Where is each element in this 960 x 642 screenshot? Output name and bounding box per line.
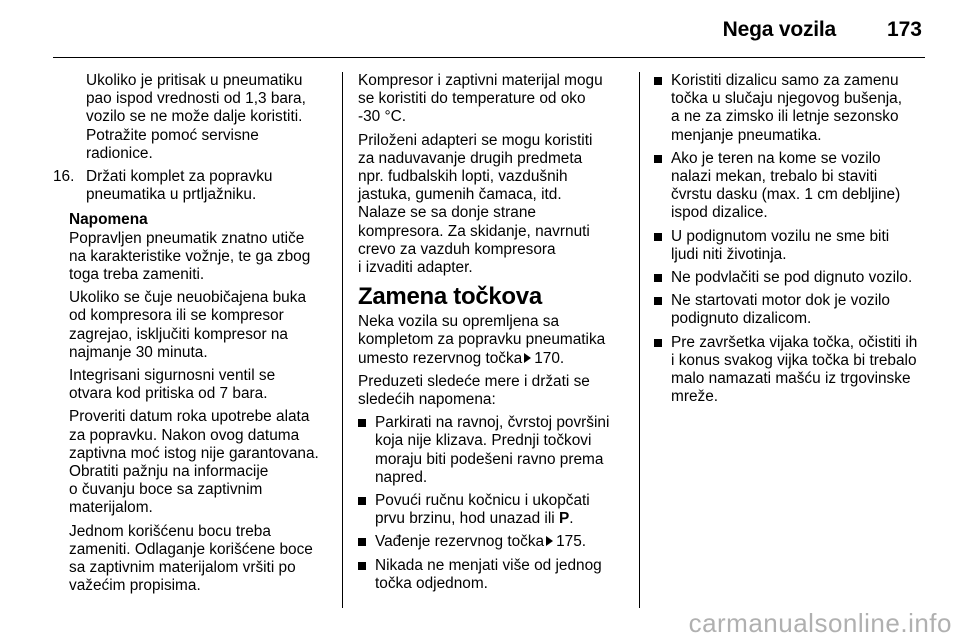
text-line: moraju biti podešeni ravno prema <box>375 450 604 468</box>
intro-paragraph <box>53 72 327 163</box>
list-item <box>654 150 926 223</box>
text-line: čvrstu dasku (max. 1 cm debljine) <box>671 186 901 204</box>
square-bullet-icon <box>358 497 366 505</box>
text-line: sledećih napomena: <box>358 391 496 409</box>
list-item <box>654 72 926 145</box>
text-line: Obratiti pažnju na informacije <box>69 463 269 481</box>
text-line: kompletom za popravku pneumatika <box>358 331 606 349</box>
text-line: nalazi mekan, trebalo bi staviti <box>671 168 878 186</box>
square-bullet-icon <box>358 562 366 570</box>
text-line: a ne za zimsko ili letnje sezonsko <box>671 108 899 126</box>
column-1 <box>53 72 327 600</box>
text-line: npr. fudbalskih lopti, vazdušnih <box>358 168 568 186</box>
page-number: 173 <box>886 18 922 41</box>
text-line: Ne podvlačiti se pod dignuto vozilo. <box>671 269 913 287</box>
paragraph-bottle-disposal <box>69 523 327 596</box>
page-reference[interactable]: 175. <box>556 533 587 551</box>
text-line: -30 °C. <box>358 108 407 126</box>
text-line: Popravljen pneumatik znatno utiče <box>69 229 305 247</box>
text-line: zaptivna moć istog nije garantovana. <box>69 444 319 462</box>
list-item <box>358 557 628 593</box>
note-paragraph <box>69 230 327 285</box>
text-line: Priloženi adapteri se mogu koristiti <box>358 131 593 149</box>
section-title: Zamena točkova <box>358 283 542 311</box>
paragraph-compressor-noise <box>69 289 327 362</box>
step-16 <box>53 168 327 204</box>
text-line: ljudi niti životinja. <box>671 245 787 263</box>
text-line: Ako je teren na kome se vozilo <box>671 149 881 167</box>
list-item <box>358 533 628 551</box>
text-line: vozilo se ne može dalje koristiti. <box>86 108 303 126</box>
note-title: Napomena <box>69 211 148 229</box>
text-line: prvu brzinu, hod unazad ili <box>375 510 555 528</box>
square-bullet-icon <box>358 538 366 546</box>
header-divider <box>53 57 925 58</box>
paragraph-temperature <box>358 72 628 127</box>
text-line: malo namazati mašću iz trgovinske <box>671 370 911 388</box>
square-bullet-icon <box>358 419 366 427</box>
list-item <box>654 334 926 407</box>
column-divider-1 <box>342 72 343 608</box>
text-line: mreže. <box>671 388 719 406</box>
text-line: umesto rezervnog točka <box>358 349 523 367</box>
text-line: o čuvanju boce sa zaptivnim <box>69 481 263 499</box>
square-bullet-icon <box>654 233 662 241</box>
text-line: Jednom korišćenu bocu treba <box>69 522 271 540</box>
text-line: Povući ručnu kočnicu i ukopčati <box>375 492 590 510</box>
list-item <box>654 269 926 287</box>
text-line: Potražite pomoć servisne <box>86 126 259 144</box>
text-line: Nikada ne menjati više od jednog <box>375 556 602 574</box>
text-line: U podignutom vozilu ne sme biti <box>671 227 890 245</box>
page-reference[interactable]: 170. <box>534 349 565 367</box>
text-line: Pre završetka vijaka točka, očistiti ih <box>671 333 918 351</box>
text-line: pneumatika u prtljažniku. <box>86 186 257 204</box>
text-line: Držati komplet za popravku <box>86 168 273 186</box>
paragraph-adapters <box>358 132 628 278</box>
column-2 <box>358 72 628 598</box>
text-line: podignuto dizalicom. <box>671 310 812 328</box>
text-line: napred. <box>375 468 428 486</box>
text-line: Ukoliko je pritisak u pneumatiku <box>86 72 303 89</box>
square-bullet-icon <box>654 77 662 85</box>
text-line: od kompresora ili se kompresor <box>69 307 284 325</box>
column-divider-2 <box>639 72 640 608</box>
text-line: točka u slučaju njegovog bušenja, <box>671 90 903 108</box>
text-line: materijalom. <box>69 499 153 517</box>
paragraph-safety-valve <box>69 367 327 403</box>
paragraph-expiry-date <box>69 408 327 517</box>
text-line: se koristiti do temperature od oko <box>358 90 586 108</box>
list-item <box>358 492 628 528</box>
text-line: zameniti. Odlaganje korišćene boce <box>69 540 313 558</box>
text-line: Ne startovati motor dok je vozilo <box>671 292 890 310</box>
square-bullet-icon <box>654 339 662 347</box>
text-line: Preduzeti sledeće mere i držati se <box>358 372 590 390</box>
text-line: i konus svakog vijka točka bi trebalo <box>671 351 917 369</box>
text-line: pao ispod vrednosti od 1,3 bara, <box>86 90 306 108</box>
note-block <box>53 211 327 595</box>
text-line: Kompresor i zaptivni materijal mogu <box>358 72 603 89</box>
text-line: Nalaze se sa donje strane <box>358 204 536 222</box>
text-line: Ukoliko se čuje neuobičajena buka <box>69 289 306 307</box>
text-line: zagrejao, isključiti kompresor na <box>69 325 288 343</box>
step-number: 16. <box>53 168 75 186</box>
text-line: toga treba zameniti. <box>69 266 205 284</box>
text-line: Vađenje rezervnog točka <box>375 533 545 551</box>
text-line: otvara kod pritiska od 7 bara. <box>69 385 268 403</box>
text-line: Parkirati na ravnoj, čvrstoj površini <box>375 414 610 432</box>
text-line: koja nije klizava. Prednji točkovi <box>375 432 592 450</box>
text-line: sa zaptivnim materijalom vršiti po <box>69 559 296 577</box>
text-line: menjanje pneumatika. <box>671 126 822 144</box>
text-line: za popravku. Nakon ovog datuma <box>69 426 300 444</box>
text-line: na karakteristike vožnje, te ga zbog <box>69 247 311 265</box>
page-reference-arrow-icon <box>524 353 531 363</box>
square-bullet-icon <box>654 297 662 305</box>
square-bullet-icon <box>654 274 662 282</box>
page-reference-arrow-icon <box>546 536 553 546</box>
list-item <box>654 228 926 264</box>
text-line: za naduvavanje drugih predmeta <box>358 149 583 167</box>
text-line: Integrisani sigurnosni ventil se <box>69 367 276 385</box>
text-line: radionice. <box>86 144 153 162</box>
text-line: ispod dizalice. <box>671 204 768 222</box>
square-bullet-icon <box>654 155 662 163</box>
watermark: carmanualsonline.info <box>688 608 952 638</box>
text-line: i izvaditi adapter. <box>358 259 473 277</box>
page-header-title: Nega vozila <box>722 18 836 41</box>
paragraph-measures <box>358 373 628 409</box>
text-line: Neka vozila su opremljena sa <box>358 313 560 331</box>
column-3 <box>654 72 926 411</box>
text-line: važećim propisima. <box>69 577 201 595</box>
list-item <box>358 414 628 487</box>
text-punctuation: . <box>569 510 574 528</box>
paragraph-repair-kit <box>358 313 628 368</box>
text-line: najmanje 30 minuta. <box>69 343 208 361</box>
text-line: jastuka, gumenih čamaca, itd. <box>358 186 562 204</box>
text-line: kompresora. Za skidanje, navrnuti <box>358 222 590 240</box>
text-line: crevo za vazduh kompresora <box>358 240 556 258</box>
text-line: točka odjednom. <box>375 574 488 592</box>
text-line: Proveriti datum roka upotrebe alata <box>69 408 310 426</box>
list-item <box>654 292 926 328</box>
text-line: Koristiti dizalicu samo za zamenu <box>671 72 899 89</box>
gear-p-label: P <box>558 510 570 528</box>
